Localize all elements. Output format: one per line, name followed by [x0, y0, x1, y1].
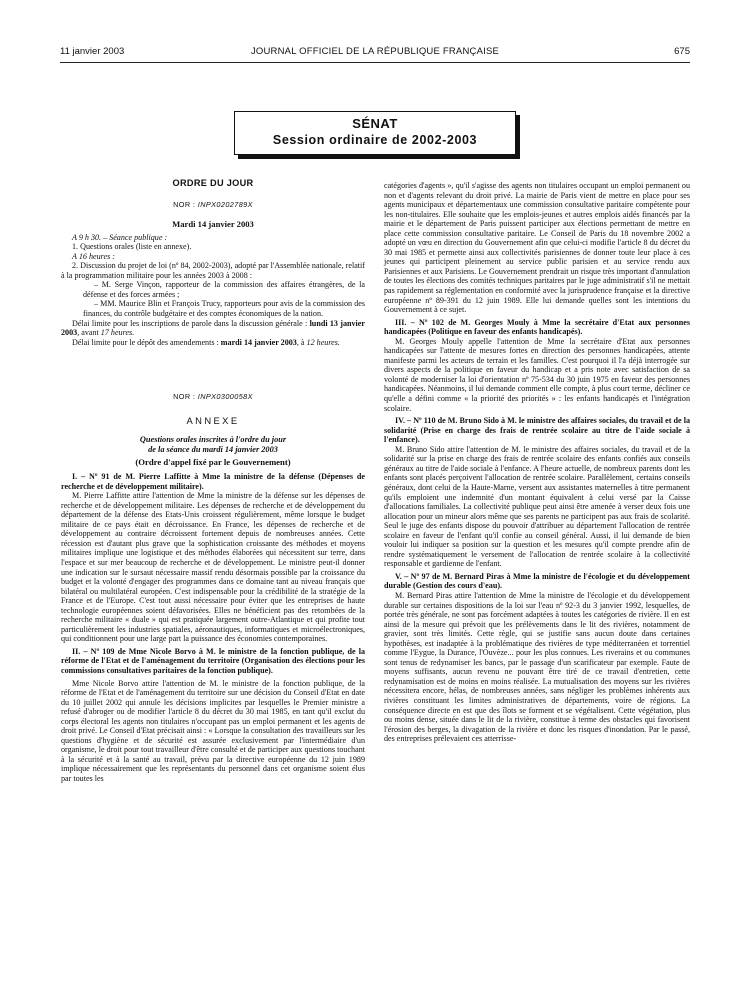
right-column: [384, 181, 690, 744]
question-1-body: M. Pierre Laffitte attire l'attention de Mme la ministre de la défense sur les dépenses de recherche et de développement militaire. Les dépenses de recherche et de développement du département de la défense des Etats-Unis croissent régulièrement, même lorsque le budget militaire de ce pays était en décroissance. En France, les dépenses de recherche et de développement au contraire décroissent fortement depuis de nombreuses années. Cette récession est d'autant plus grave que la sophistication croissante des méthodes et moyens militaires implique une logistique et des méthodes élaborées qui nécessitent sur terre, dans l'espace et sur mer beaucoup de recherche et de développement. Le ministre peut-il donner une indication sur le sursaut nécessaire massif rendu désormais possible par la croissance du budget et la volonté d'engager des programmes dans ce domaine tant au niveau français que bilatéral ou multilatéral européen. C'est indispensable pour la crédibilité de la stratégie de la France et de l'Europe. C'est tout aussi nécessaire pour éviter que les entreprises de haute technologie européennes soient défavorisées. Elles ne bénéficient pas des retombées de la recherche militaire « duale » qui est pratiquée largement outre-Atlantique et qui profite tout particulièrement les industries spatiales, aéronautiques, informatiques et microélectroniques, qui conditionnent pour une large part la puissance des économies contemporaines.: [61, 491, 365, 644]
time-16-text: A 16 heures :: [72, 251, 115, 261]
delai-amendements: [61, 338, 365, 348]
session-title: Session ordinaire de 2002-2003: [272, 133, 478, 147]
question-5-heading: V. – Nº 97 de M. Bernard Piras à Mme la ministre de l'écologie et du développement durable (Gestion des cours d'eau).: [384, 571, 690, 591]
left-column: [61, 174, 365, 784]
agenda-item-1: 1. Questions orales (liste en annexe).: [72, 242, 192, 252]
time-930: [61, 233, 365, 243]
question-2-heading: II. – Nº 109 de Mme Nicole Borvo à M. le ministre de la fonction publique, de la réforme de l'Etat et de l'aménagement du territoire (Organisation des élections pour les commissions consultatives paritaires de la fonction publique).: [61, 646, 365, 675]
ordre-appel: (Ordre d'appel fixé par le Gouvernement): [135, 457, 291, 468]
nor-label: NOR :: [173, 199, 198, 209]
header-rule: [60, 62, 690, 63]
senat-title-box: [234, 111, 516, 155]
delai-inscriptions-text: Délai limite pour les inscriptions de parole dans la discussion générale :: [72, 318, 310, 328]
time-930-text: A 9 h 30. – Séance publique :: [72, 232, 168, 242]
nor-code-2: INPX0300058X: [197, 392, 253, 402]
senat-title: SÉNAT: [352, 116, 398, 131]
nor-label-2: NOR :: [173, 392, 198, 402]
delai-inscriptions-sep: , avant: [77, 328, 101, 338]
questions-title-line-1: Questions orales inscrites à l'ordre du jour: [139, 435, 287, 445]
questions-title-line-2: de la séance du mardi 14 janvier 2003: [148, 444, 278, 454]
question-4-heading: IV. – Nº 110 de M. Bruno Sido à M. le ministre des affaires sociales, du travail et de la solidarité (Prise en charge des frais de rentrée scolaire au titre de l'aide sociale à l'enfance).: [384, 416, 690, 445]
time-16: [61, 252, 365, 262]
questions-title: [61, 435, 365, 454]
question-1-heading: I. – Nº 91 de M. Pierre Laffitte à Mme la ministre de la défense (Dépenses de recherche et de développement militaire).: [61, 472, 365, 491]
page-number: 675: [674, 46, 690, 57]
rapporteur-1: – M. Serge Vinçon, rapporteur de la commission des affaires étrangères, de la défense et des forces armées ;: [83, 280, 365, 299]
nor-reference-1: [61, 200, 365, 210]
running-head: [60, 46, 690, 60]
annexe-heading: ANNEXE: [186, 414, 240, 426]
delai-inscriptions: [61, 319, 365, 338]
nor-reference-2: [61, 392, 365, 402]
delai-inscriptions-date: lundi 13 janvier 2003: [61, 318, 365, 338]
question-3-body: M. Georges Mouly appelle l'attention de Mme la secrétaire d'Etat aux personnes handicapées sur l'attente de mesures fortes en direction des personnes handicapées, attente manifeste parmi les acteurs de terrain et les familles. C'est pourquoi il l'a déjà interrogée sur divers aspects de la politique en faveur du handicap et a pris note avec satisfaction de sa volonté de moderniser la loi d'orientation nº 75-534 du 30 juin 1975 en faveur des personnes handicapées. Néanmoins, il lui demande comment elle compte, à plus court terme, décliner ce qu'elle a défini comme « la priorité des priorités » : les enfants handicapés et l'intégration scolaire.: [384, 336, 690, 413]
delai-inscriptions-time: 17 heures.: [100, 328, 135, 338]
delai-amendements-text: Délai limite pour le dépôt des amendements :: [72, 337, 221, 347]
seance-date: Mardi 14 janvier 2003: [172, 219, 254, 230]
question-2-body: Mme Nicole Borvo attire l'attention de M. le ministre de la fonction publique, de la réforme de l'Etat et de l'aménagement du territoire sur une décision du Conseil d'Etat en date du 10 juillet 2002 qui annule les décisions implicites par lesquelles le Premier ministre a refusé d'abroger ou de modifier l'article 8 du décret du 30 mai 1985, en tant qu'il exclut du corps électoral les agents non titulaires n'occupant pas un emploi permanent et les agents de droit privé. Le Conseil d'Etat précisait ainsi : « Lorsque la consultation des travailleurs sur les questions d'hygiène et de sécurité est assurée exclusivement par l'intermédiaire d'un organisme, le droit pour tout travailleur d'être consulté et de participer aux questions touchant à la sécurité et à la santé au travail, prévu par la directive européenne du 12 juin 1989 implique nécessairement que les représentants du personnel dans cet organisme soient élus par toutes les: [61, 678, 365, 783]
delai-amendements-date: mardi 14 janvier 2003: [220, 337, 297, 347]
question-3-heading: III. – Nº 102 de M. Georges Mouly à Mme la secrétaire d'Etat aux personnes handicapées (Politique en faveur des enfants handicapés).: [384, 317, 690, 337]
ordre-du-jour-heading: ORDRE DU JOUR: [172, 178, 254, 188]
question-4-body: M. Bruno Sido attire l'attention de M. le ministre des affaires sociales, du travail et de la solidarité sur la prise en charge des frais de rentrée scolaire des enfants confiés aux conseils généraux au titre de l'aide sociale à l'enfance. A l'heure actuelle, de nombreux parents dont les enfants sont placés perçoivent l'allocation de rentrée scolaire. Parallèlement, certains conseils généraux, dont celui de la Haute-Marne, versent aux assistantes maternelles à titre permanent qu'ils emploient une indemnité d'un montant équivalent à celui versé par la Caisse d'allocations familiales. La collectivité publique peut ainsi être amenée à verser deux fois une allocation pour un mineur alors même que ses parents ne participent pas aux frais de scolarité. Seul le juge des enfants dispose du pouvoir d'attribuer au département l'allocation de rentrée scolaire en faveur de l'enfant qu'il confie au conseil général. Aussi, il lui demande de bien vouloir lui indiquer sa position sur la question et les mesures qu'il compte prendre afin de rendre systématiquement le versement de l'allocation de rentrée scolaire à la collectivité responsable et gardienne de l'enfant.: [384, 444, 690, 569]
nor-code: INPX0202789X: [197, 199, 253, 209]
rapporteur-2: – MM. Maurice Blin et François Trucy, rapporteurs pour avis de la commission des finances, du contrôle budgétaire et des comptes économiques de la nation.: [83, 299, 365, 319]
delai-amendements-time: 12 heures.: [306, 337, 340, 347]
delai-amendements-sep: , à: [296, 337, 307, 347]
question-5-body: M. Bernard Piras attire l'attention de Mme la ministre de l'écologie et du développement durable sur certaines dispositions de la loi sur l'eau nº 92-3 du 3 janvier 1992, lesquelles, de portée très générale, ne sont pas forcément adaptées à toutes les catégories de rivière. Il en est ainsi de la mesure qui prévoit que les prélèvements dans le lit des rivières, notamment de gravier, sont très limités. Cette règle, qui se justifie sans aucun doute dans certaines hypothèses, est inadaptée à la problématique des rivières de type méditerranéen et torrentiel comme l'Eygue, la Durance, l'Ouvèze... pour les plus connues. Les riverains et ou communes sont tenus de redynamiser les bancs, par le passage d'un scarificateur par exemple. Faute de moyens suffisants, aucun revenu ne pouvant être tiré de ce travail d'entretien, cette redynamisation est de moins en moins réalisée. La mutualisation des moyens sur les rivières nécessitera encore, hélas, de nombreuses années, sans négliger les problèmes inhérents aux rivières constituant les limites administratives de départements, voire de régions. La conséquence directe en est que des îlots se forment et se végétalisent. Cette végétation, plus ou moins dense, située dans le lit de la rivière, constitue à terme des obstacles qui favorisent l'érosion des berges, la divagation de la rivière et donc les risques d'inondation. Par le passé, des entreprises prélevaient ces atterrisse-: [384, 590, 690, 744]
agenda-item-2: 2. Discussion du projet de loi (nº 84, 2002-2003), adopté par l'Assemblée nationale, relatif à la programmation militaire pour les années 2003 à 2008 :: [61, 261, 365, 280]
issue-date: 11 janvier 2003: [60, 46, 125, 57]
question-2-continuation: catégories d'agents », qu'il s'agisse des agents non titulaires occupant un emploi permanent ou non et d'agents relevant du droit privé. La mairie de Paris vient de mettre en place pour ses agents municipaux et départementaux une commission consultative paritaire compétente pour les non-titulaires. Elle souhaite que les emplois-jeunes et autres emplois aidés financés par la mairie et le département de Paris puissent participer aux élections permettant de mettre en place cette commission consultative paritaire. Le Conseil de Paris du 18 novembre 2002 a adopté un vœu en direction du Gouvernement afin que celui-ci modifie l'article 8 du décret du 30 mai 1985 et permette ainsi aux collectivités parisiennes de donner toute leur place à ces jeunes qui participent pleinement au service public parisien et au service rendu aux Parisiennes et aux Parisiens. Le Gouvernement prendrait un risque très important d'annulation de toutes les élections des comités techniques paritaires par le juge administratif s'il ne mettait pas rapidement sa réglementation en conformité avec la jurisprudence française et la directive européenne nº 89-391 du 12 juin 1989. Elle lui demande quelles sont les intentions du Gouvernement à ce sujet.: [384, 181, 690, 315]
journal-title: JOURNAL OFFICIEL DE LA RÉPUBLIQUE FRANÇAISE: [250, 46, 500, 57]
